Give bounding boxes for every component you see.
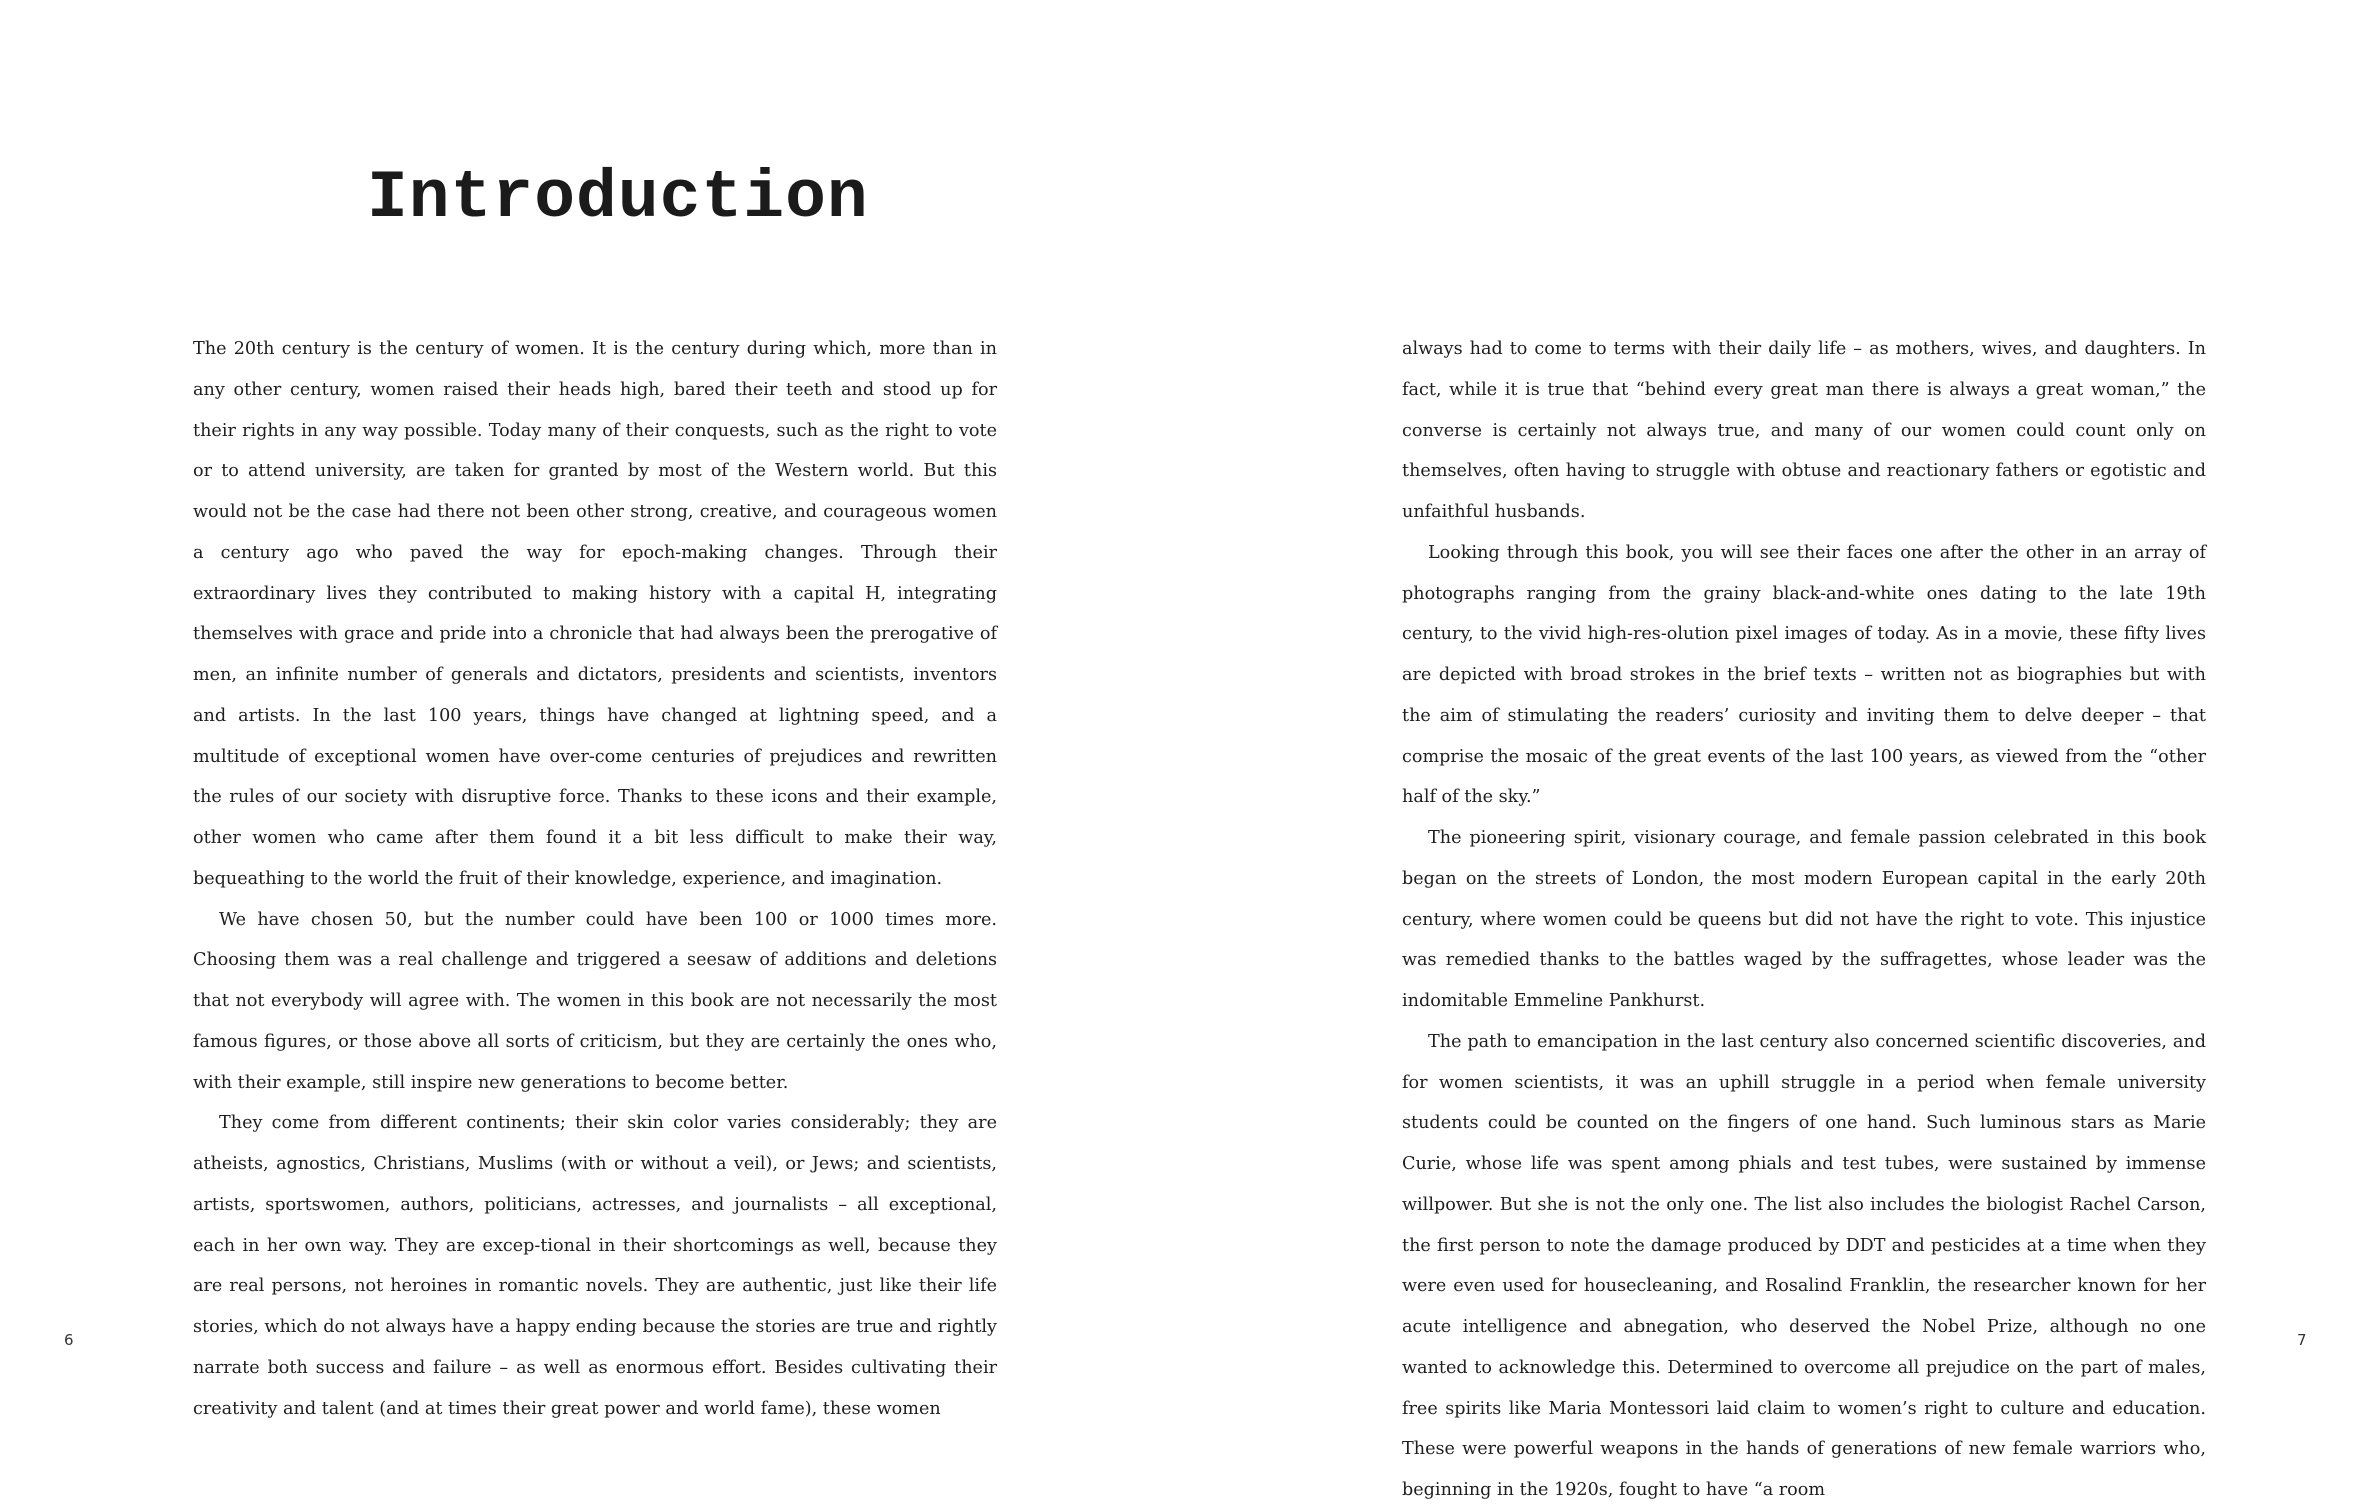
- left-paragraph-3: They come from different continents; their skin color varies considerably; they are atheists, agnostics, Christians, Muslims (with or without a veil), or Jews; and scientists, artists, sportswomen, authors, politicians, actresses, and journalists – all exceptional, each in her own way. They are excep-tional in their shortcomings as well, because they are real persons, not heroines in romantic novels. They are authentic, just like their life stories, which do not always have a happy ending because the stories are true and rightly narrate both success and failure – as well as enormous effort. Besides cultivating their creativity and talent (and at times their great power and world fame), these women: [193, 1113, 997, 1419]
- right-paragraph-4: The path to emancipation in the last century also concerned scientific discoveries, and for women scientists, it was an uphill struggle in a period when female university students could be counted on the fingers of one hand. Such luminous stars as Marie Curie, whose life was spent among phials and test tubes, were sustained by immense willpower. But she is not the only one. The list also includes the biologist Rachel Carson, the first person to note the damage produced by DDT and pesticides at a time when they were even used for housecleaning, and Rosalind Franklin, the researcher known for her acute intelligence and abnegation, who deserved the Nobel Prize, although no one wanted to acknowledge this. Determined to overcome all prejudice on the part of males, free spirits like Maria Montessori laid claim to women’s right to culture and education. These were powerful weapons in the hands of generations of new female warriors who, beginning in the 1920s, fought to have “a room: [1402, 1031, 2206, 1500]
- left-page: [0, 0, 1184, 1419]
- left-paragraph-1: The 20th century is the century of women. It is the century during which, more than in any other century, women raised their heads high, bared their teeth and stood up for their rights in any way possible. Today many of their conquests, such as the right to vote or to attend university, are taken for granted by most of the Western world. But this would not be the case had there not been other strong, creative, and courageous women a century ago who paved the way for epoch-making changes. Through their extraordinary lives they contributed to making history with a capital H, integrating themselves with grace and pride into a chronicle that had always been the prerogative of men, an infinite number of generals and dictators, presidents and scientists, inventors and artists. In the last 100 years, things have changed at lightning speed, and a multitude of exceptional women have over-come centuries of prejudices and rewritten the rules of our society with disruptive force. Thanks to these icons and their example, other women who came after them found it a bit less difficult to make their way, bequeathing to the world the fruit of their knowledge, experience, and imagination.: [193, 339, 997, 889]
- right-paragraph-1: always had to come to terms with their daily life – as mothers, wives, and daughters. In fact, while it is true that “behind every great man there is always a great woman,” the converse is certainly not always true, and many of our women could count only on themselves, often having to struggle with obtuse and reactionary fathers or egotistic and unfaithful husbands.: [1402, 339, 2206, 522]
- right-page-number: 7: [2297, 1331, 2307, 1349]
- right-paragraph-3: The pioneering spirit, visionary courage, and female passion celebrated in this book began on the streets of London, the most modern European capital in the early 20th century, where women could be queens but did not have the right to vote. This injustice was remedied thanks to the battles waged by the suffragettes, whose leader was the indomitable Emmeline Pankhurst.: [1402, 828, 2206, 1011]
- left-body-text: [193, 329, 997, 1429]
- page-title: Introduction: [367, 160, 869, 237]
- left-paragraph-2: We have chosen 50, but the number could have been 100 or 1000 times more. Choosing them was a real challenge and triggered a seesaw of additions and deletions that not everybody will agree with. The women in this book are not necessarily the most famous figures, or those above all sorts of criticism, but they are certainly the ones who, with their example, still inspire new generations to become better.: [193, 909, 997, 1093]
- right-body-text: [1402, 329, 2206, 1511]
- left-page-number: 6: [64, 1331, 74, 1349]
- right-page: [1185, 0, 2369, 1500]
- right-paragraph-2: Looking through this book, you will see their faces one after the other in an array of photographs ranging from the grainy black-and-white ones dating to the late 19th century, to the vivid high-res-olution pixel images of today. As in a movie, these fifty lives are depicted with broad strokes in the brief texts – written not as biographies but with the aim of stimulating the readers’ curiosity and inviting them to delve deeper – that comprise the mosaic of the great events of the last 100 years, as viewed from the “other half of the sky.”: [1402, 542, 2206, 808]
